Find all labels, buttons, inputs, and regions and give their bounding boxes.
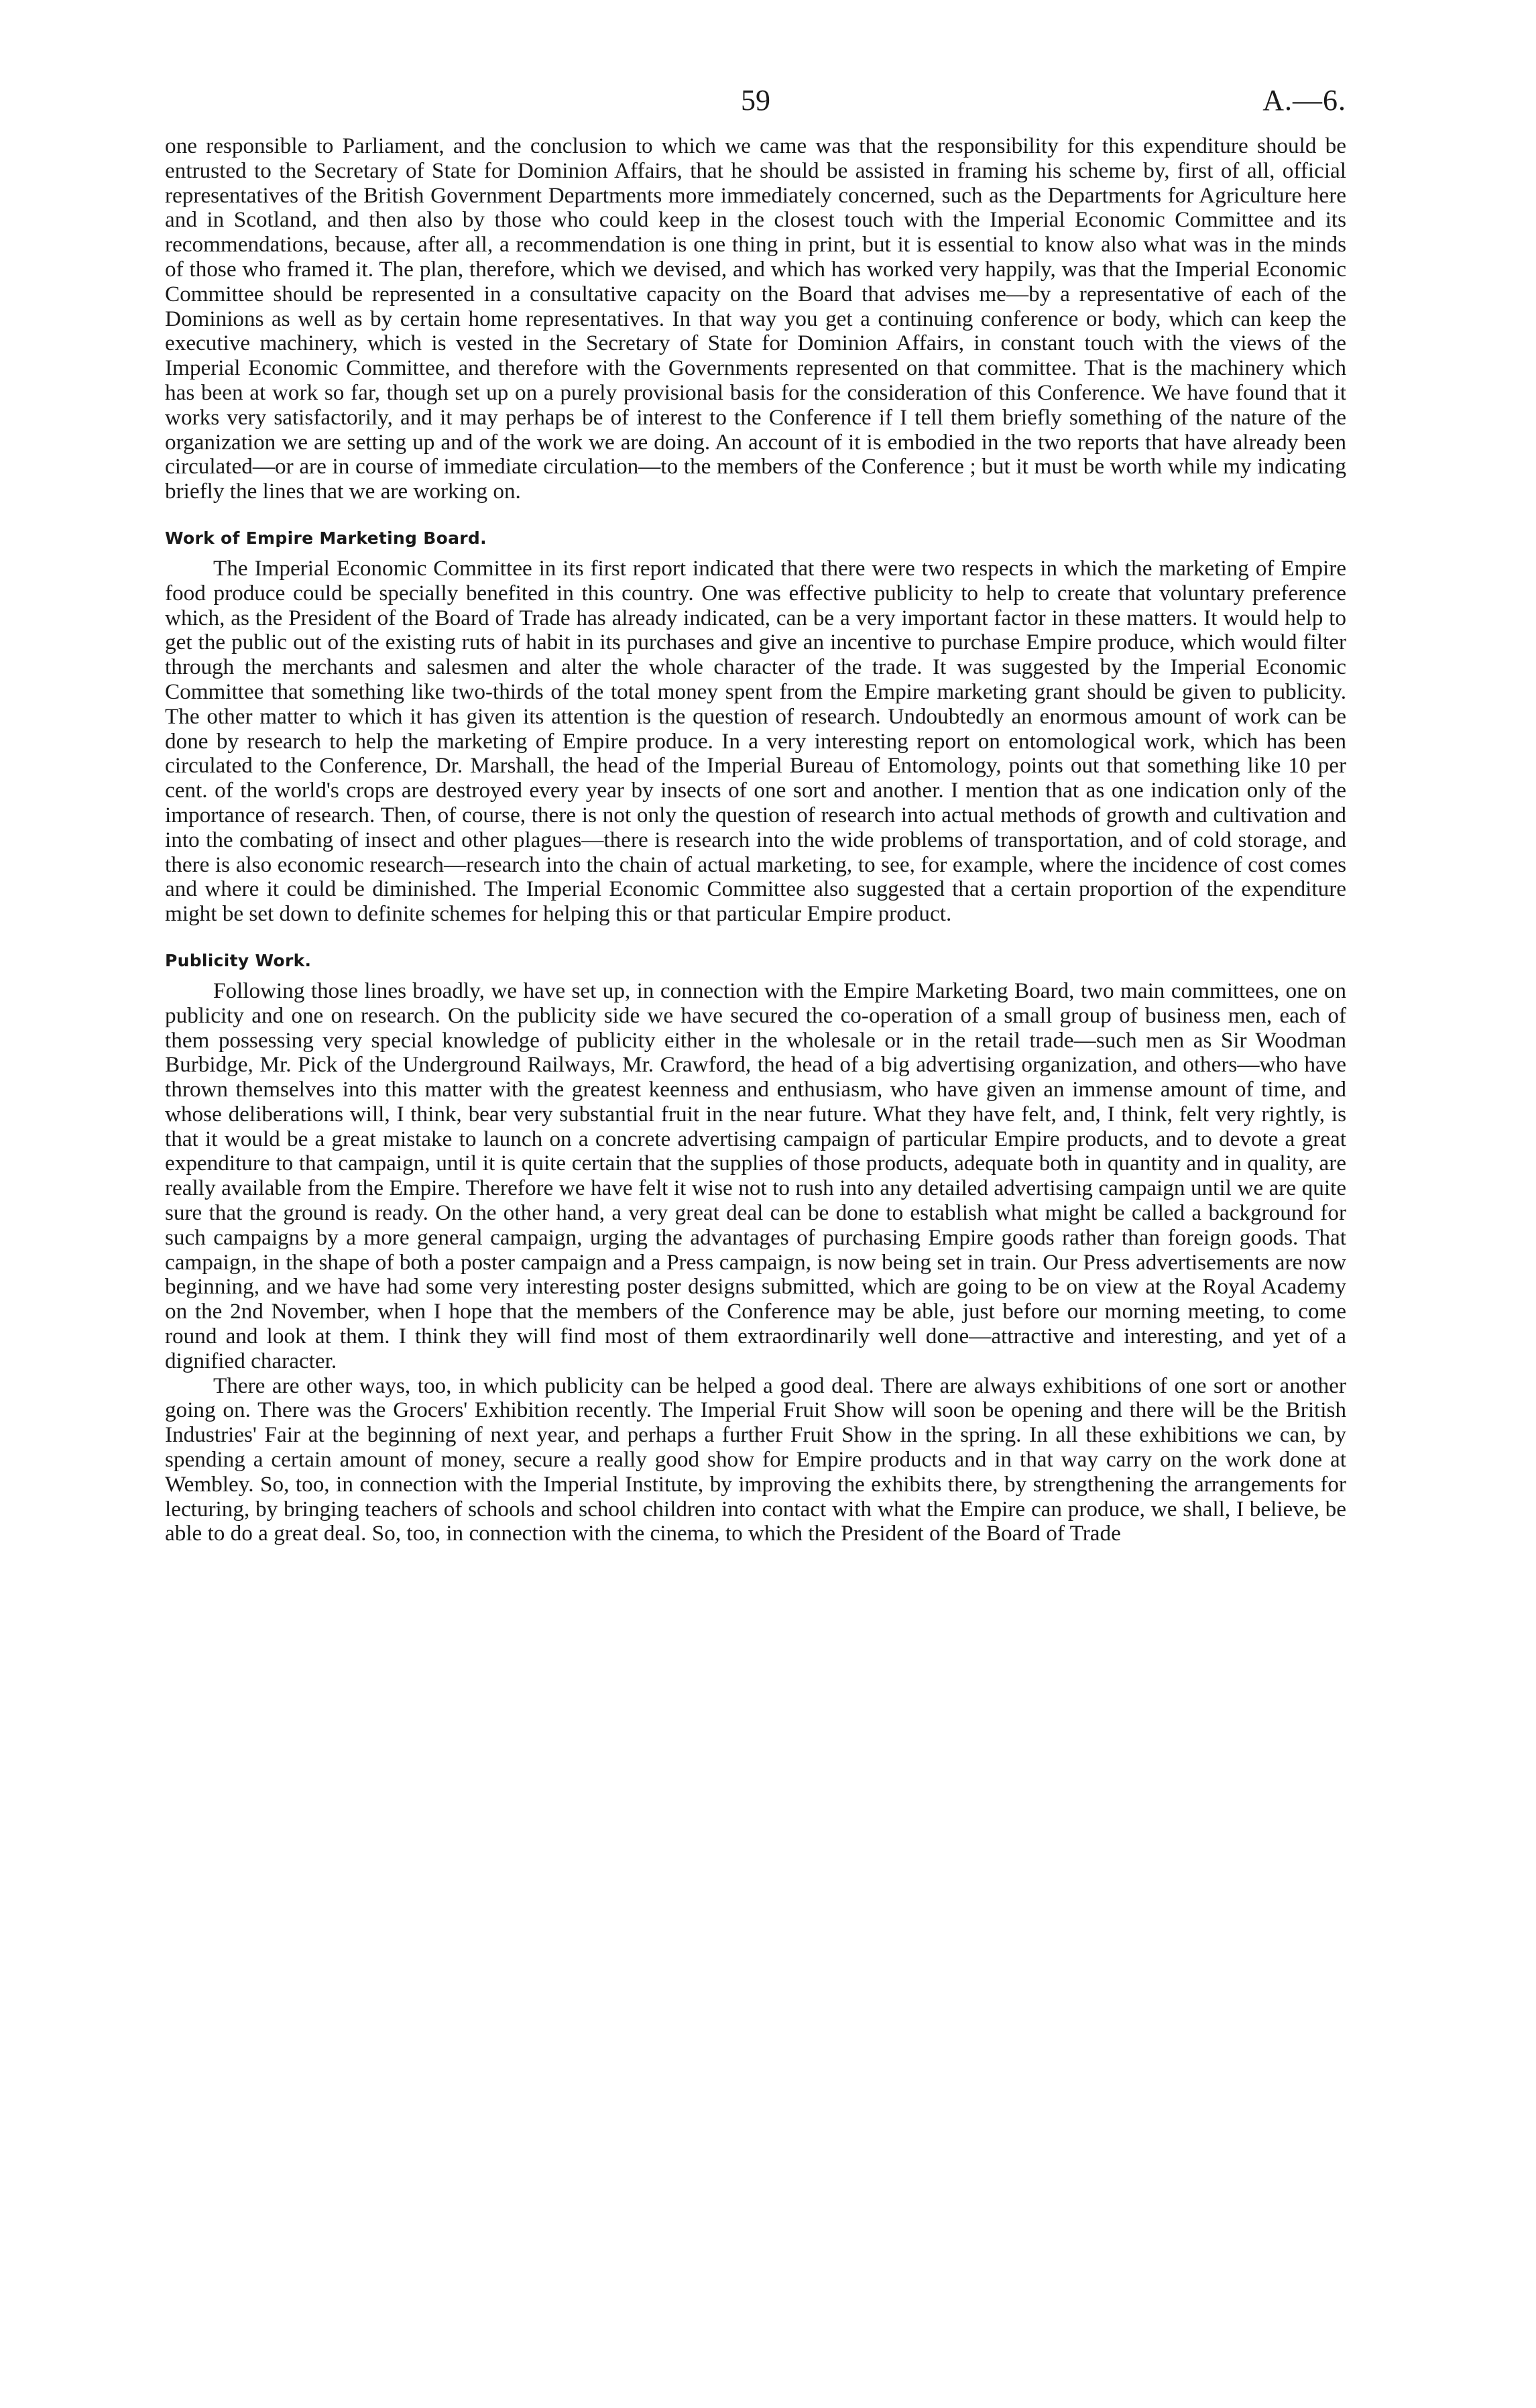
page-header <box>165 80 1346 134</box>
section-opening <box>165 134 1346 504</box>
section-work-of-empire-marketing-board <box>165 527 1346 927</box>
section-publicity-work <box>165 950 1346 1546</box>
section-heading-publicity-work: Publicity Work. <box>165 950 312 970</box>
document-reference: A.—6. <box>1262 84 1346 117</box>
paragraph-marketing-board: The Imperial Economic Committee in its first report indicated that there were two respects in which the marketing of Empire food produce could be specially benefited in this country. One was effective publicity to help to create that voluntary preference which, as the President of the Board of Trade has already indicated, can be a very important factor in these matters. It would help to get the public out of the existing ruts of habit in its purchases and give an incentive to purchase Empire produce, which would filter through the merchants and salesmen and alter the whole character of the trade. It was suggested by the Imperial Economic Committee that something like two-thirds of the total money spent from the Empire marketing grant should be given to publicity. The other matter to which it has given its attention is the question of research. Undoubtedly an enormous amount of work can be done by research to help the marketing of Empire produce. In a very interesting report on entomological work, which has been circulated to the Conference, Dr. Marshall, the head of the Imperial Bureau of Entomology, points out that something like 10 per cent. of the world's crops are destroyed every year by insects of one sort and another. I mention that as one indication only of the importance of research. Then, of course, there is not only the question of research into actual methods of growth and cultivation and into the combating of insect and other plagues—there is research into the wide problems of transportation, and of cold storage, and there is also economic research—research into the chain of actual marketing, to see, for example, where the incidence of cost comes and where it could be diminished. The Imperial Economic Committee also suggested that a certain proportion of the expenditure might be set down to definite schemes for helping this or that particular Empire product. <box>165 555 1346 927</box>
paragraph-opening: one responsible to Parliament, and the conclusion to which we came was that the responsibility for this expenditure should be entrusted to the Secretary of State for Dominion Affairs, that he should be assisted in framing his scheme by, first of all, official representatives of the British Government Departments more immediately concerned, such as the Departments for Agriculture here and in Scotland, and then also by those who could keep in the closest touch with the Imperial Economic Committee and its recommendations, because, after all, a recommendation is one thing in print, but it is essential to know also what was in the minds of those who framed it. The plan, therefore, which we devised, and which has worked very happily, was that the Imperial Economic Committee should be represented in a consultative capacity on the Board that advises me—by a representative of each of the Dominions as well as by certain home representatives. In that way you get a continuing conference or body, which can keep the executive machinery, which is vested in the Secretary of State for Dominion Affairs, in constant touch with the views of the Imperial Economic Committee, and therefore with the Governments represented on that committee. That is the machinery which has been at work so far, though set up on a purely provisional basis for the consideration of this Conference. We have found that it works very satisfactorily, and it may perhaps be of interest to the Conference if I tell them briefly something of the nature of the organization we are setting up and of the work we are doing. An account of it is embodied in the two reports that have already been circulated—or are in course of immediate circulation—to the members of the Conference ; but it must be worth while my indicating briefly the lines that we are working on. <box>165 133 1346 504</box>
document-page <box>165 80 1346 2374</box>
page-number: 59 <box>741 84 770 117</box>
paragraph-publicity-exhibitions: There are other ways, too, in which publicity can be helped a good deal. There are always exhibitions of one sort or another going on. There was the Grocers' Exhibition recently. The Imperial Fruit Show will soon be opening and there will be the British Industries' Fair at the beginning of next year, and perhaps a further Fruit Show in the spring. In all these exhibitions we can, by spending a certain amount of money, secure a really good show for Empire products and in that way carry on the work done at Wembley. So, too, in connection with the Imperial Institute, by improving the exhibits there, by strengthening the arrangements for lecturing, by bringing teachers of schools and school children into contact with what the Empire can produce, we shall, I believe, be able to do a great deal. So, too, in connection with the cinema, to which the President of the Board of Trade <box>165 1373 1346 1546</box>
paragraph-publicity-committees: Following those lines broadly, we have set up, in connection with the Empire Marketing Board, two main committees, one on publicity and one on research. On the publicity side we have secured the co-operation of a small group of business men, each of them possessing very special knowledge of publicity either in the wholesale or in the retail trade—such men as Sir Woodman Burbidge, Mr. Pick of the Underground Railways, Mr. Crawford, the head of a big advertising organization, and others—who have thrown themselves into this matter with the greatest keenness and enthusiasm, who have given an immense amount of time, and whose deliberations will, I think, bear very substantial fruit in the near future. What they have felt, and, I think, felt very rightly, is that it would be a great mistake to launch on a concrete advertising campaign of particular Empire products, and to devote a great expenditure to that campaign, until it is quite certain that the supplies of those products, adequate both in quantity and in quality, are really available from the Empire. Therefore we have felt it wise not to rush into any detailed advertising campaign until we are quite sure that the ground is ready. On the other hand, a very great deal can be done to establish what might be called a background for such campaigns by a more general campaign, urging the advantages of purchasing Empire goods rather than foreign goods. That campaign, in the shape of both a poster campaign and a Press campaign, is now being set in train. Our Press advertisements are now beginning, and we have had some very interesting poster designs submitted, which are going to be on view at the Royal Academy on the 2nd November, when I hope that the members of the Conference may be able, just before our morning meeting, to come round and look at them. I think they will find most of them extraordinarily well done—attractive and interesting, and yet of a dignified character. <box>165 978 1346 1373</box>
section-heading-work-of-empire-marketing-board: Work of Empire Marketing Board. <box>165 528 487 548</box>
